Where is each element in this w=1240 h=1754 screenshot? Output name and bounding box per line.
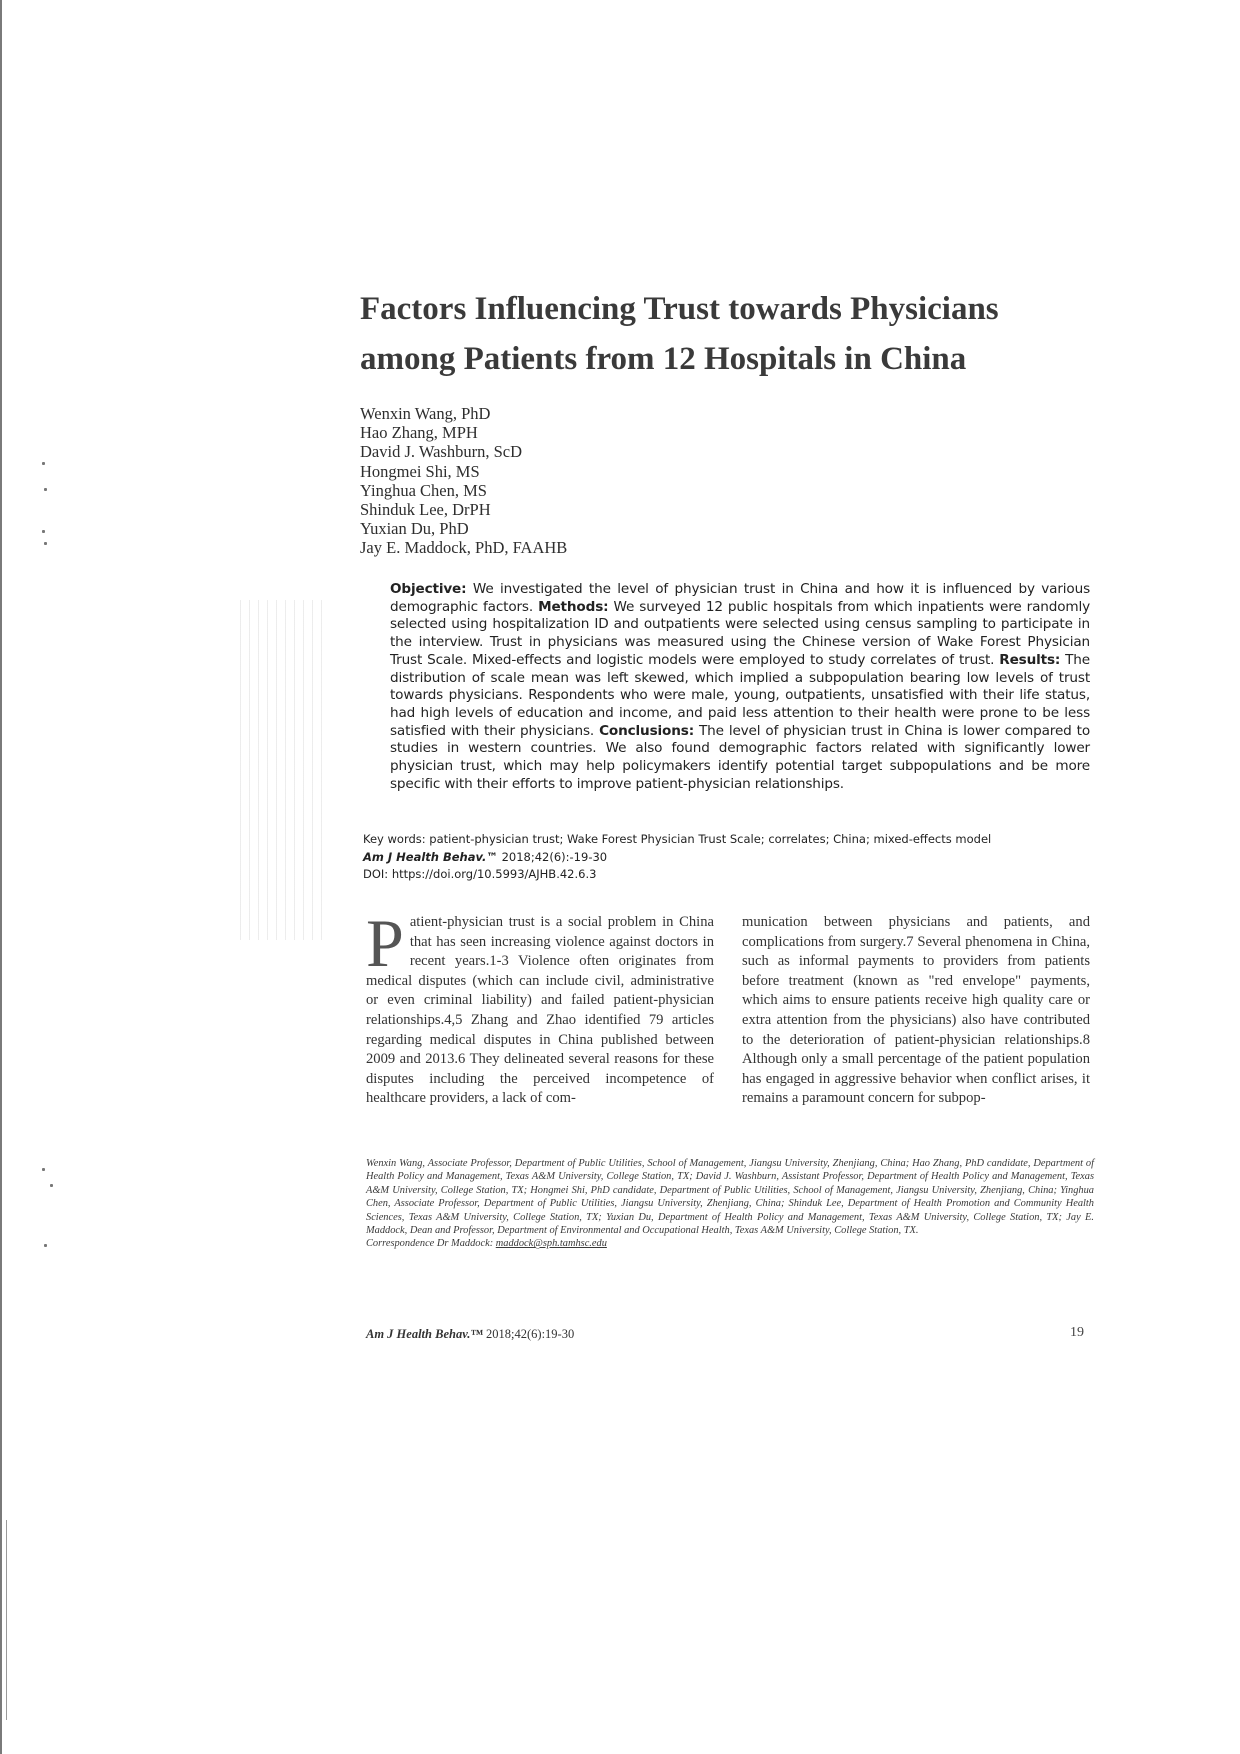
abstract: [390, 581, 1090, 793]
citation-line: [363, 849, 1083, 867]
author: Shinduk Lee, DrPH: [360, 500, 491, 520]
author-list: [360, 404, 760, 558]
keywords: Key words: patient-physician trust; Wake Forest Physician Trust Scale; correlates; China; mixed-effects model: [363, 832, 992, 846]
footer-citation-text: 2018;42(6):19-30: [482, 1327, 575, 1341]
abstract-conclusions-label: Conclusions:: [599, 722, 694, 739]
abstract-objective-label: Objective:: [390, 581, 467, 597]
footer-citation: [366, 1327, 574, 1342]
page-edge-mark: [6, 1520, 7, 1720]
abstract-methods-label: Methods:: [538, 598, 609, 615]
author: Wenxin Wang, PhD: [360, 404, 491, 423]
article-title: [360, 284, 1120, 384]
scan-speck: [44, 1244, 47, 1247]
article-meta: [363, 831, 1083, 884]
footer-journal: Am J Health Behav.™: [366, 1327, 483, 1341]
body-column-left: [366, 905, 714, 1109]
correspondence-email[interactable]: maddock@sph.tamhsc.edu: [495, 1238, 607, 1250]
body-text-right: munication between physicians and patients, and complications from surgery.7 Several phenomena in China, such as informal payments to providers from patients before treatment (known as "red envelope" payments, which aims to ensure patients receive high quality care or extra attention from the physicians) also have contributed to the deterioration of patient-physician relationships.8 Although only a small percentage of the patient population has engaged in aggressive behavior when conflict arises, it remains a paramount concern for subpop-: [742, 914, 1090, 1107]
scan-speck: [42, 530, 45, 533]
correspondence-label: Correspondence Dr Maddock:: [366, 1238, 496, 1250]
scan-speck: [44, 488, 47, 491]
author: David J. Washburn, ScD: [360, 442, 522, 462]
doi: DOI: https://doi.org/10.5993/AJHB.42.6.3: [363, 867, 597, 881]
author: Jay E. Maddock, PhD, FAAHB: [360, 538, 568, 558]
body-text-left: atient-physician trust is a social problem in China that has seen increasing violence against doctors in recent years.1-3 Violence often originates from medical disputes (which can include civil, administrative or even criminal liability) and failed patient-physician relationships.4,5 Zhang and Zhao identified 79 articles regarding medical disputes in China published between 2009 and 2013.6 They delineated several reasons for these disputes including the perceived incompetence of healthcare providers, a lack of com-: [366, 914, 714, 1107]
title-line-2: among Patients from 12 Hospitals in China: [360, 341, 967, 377]
affiliations-text: Wenxin Wang, Associate Professor, Department of Public Utilities, School of Management, Jiangsu University, Zhenjiang, China; Hao Zhang, PhD candidate, Department of Health Policy and Management, Texas A&M University, College Station, TX; David J. Washburn, Assistant Professor, Department of Health Policy and Management, Texas A&M University, College Station, TX; Hongmei Shi, PhD candidate, Department of Public Utilities, School of Management, Jiangsu University, Zhenjiang, China; Yinghua Chen, Associate Professor, Department of Public Utilities, Jiangsu University, Zhenjiang, China; Shinduk Lee, Department of Health Promotion and Community Health Sciences, Texas A&M University, College Station, TX; Yuxian Du, Department of Health Policy and Management, Texas A&M University, College Station, TX; Jay E. Maddock, Dean and Professor, Department of Environmental and Occupational Health, Texas A&M University, College Station, TX.: [366, 1158, 1094, 1237]
author: Yuxian Du, PhD: [360, 519, 469, 539]
journal-name: Am J Health Behav.™: [363, 849, 498, 864]
author-affiliations: [366, 1157, 1094, 1251]
author: Yinghua Chen, MS: [360, 480, 487, 500]
scan-speck: [50, 1184, 53, 1187]
scan-speck: [44, 542, 47, 545]
scan-speck: [42, 1168, 45, 1171]
title-line-1: Factors Influencing Trust towards Physicians: [360, 291, 999, 327]
body-column-right: [742, 913, 1090, 1109]
page-number: 19: [1070, 1325, 1084, 1340]
page-edge: [0, 0, 2, 1754]
abstract-conclusions: The level of physician trust in China is lower compared to studies in western countries. We also found demographic factors related with significantly lower physician trust, which may help policymakers identify potential target subpopulations and be more specific with their efforts to improve patient-physician relationships.: [390, 722, 1090, 792]
faint-sidebar-text: [240, 600, 330, 940]
citation: 2018;42(6):-19-30: [497, 849, 608, 864]
abstract-results: The distribution of scale mean was left skewed, which implied a subpopulation bearing low levels of trust towards physicians. Respondents who were male, young, outpatients, unsatisfied with their life status, had high levels of education and income, and paid less attention to their health were prone to be less satisfied with their physicians.: [390, 651, 1090, 739]
author: Hongmei Shi, MS: [360, 461, 480, 481]
abstract-results-label: Results:: [999, 651, 1061, 668]
abstract-methods: We surveyed 12 public hospitals from which inpatients were randomly selected using hospitalization ID and outpatients were selected using census sampling to participate in the interview. Trust in physicians was measured using the Chinese version of Wake Forest Physician Trust Scale. Mixed-effects and logistic models were employed to study correlates of trust.: [390, 598, 1090, 668]
abstract-objective: We investigated the level of physician trust in China and how it is influenced by various demographic factors.: [390, 581, 1090, 615]
scan-speck: [42, 462, 45, 465]
author: Hao Zhang, MPH: [360, 423, 478, 443]
drop-cap: P: [366, 905, 404, 981]
